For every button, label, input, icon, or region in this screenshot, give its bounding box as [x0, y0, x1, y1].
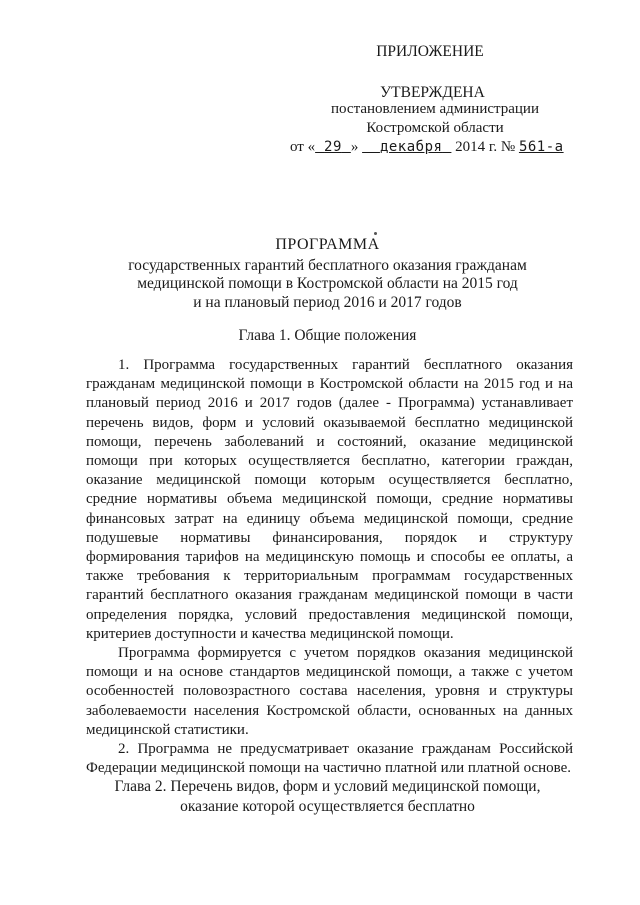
- region-line: Костромской области: [366, 120, 504, 136]
- date-month: декабря: [379, 139, 443, 155]
- program-title: [60, 236, 595, 312]
- program-title-line-1: государственных гарантий бесплатного оказания гражданам: [128, 256, 527, 274]
- chapter-2-heading-line-2: оказание которой осуществляется бесплатно: [180, 798, 475, 815]
- date-year: 2014 г. №: [455, 139, 516, 155]
- appendix-label: ПРИЛОЖЕНИЕ: [376, 43, 484, 60]
- resolution-number: 561-а: [518, 139, 564, 155]
- paragraph-1: 1. Программа государственных гарантий бесплатного оказания гражданам медицинской помощи в Костромской области на 2015 год и на плановый период 2016 и 2017 годов (далее - Программа) устанавливает перечень видов, форм и условий оказываемой бесплатно медицинской помощи, перечень заболеваний и состояний, оказание медицинской помощи при которых осуществляется бесплатно, категории граждан, оказание медицинской помощи которым осуществляется бесплатно, средние нормативы объема медицинской помощи, средние нормативы финансовых затрат на единицу объема медицинской помощи, средние подушевые нормативы финансирования, порядок и структуру формирования тарифов на медицинскую помощь и способы ее оплаты, а также требования к территориальным программам государственных гарантий бесплатного оказания гражданам медицинской помощи в части определения порядка, условий предоставления медицинской помощи, критериев доступности и качества медицинской помощи.: [86, 357, 573, 642]
- paragraph-2: Программа формируется с учетом порядков оказания медицинской помощи и на основе стандартов медицинской помощи, а также с учетом особенностей половозрастного состава населения, уровня и структуры заболеваемости населения Костромской области, основанных на данных медицинской статистики.: [86, 645, 573, 738]
- program-title-line-2: медицинской помощи в Костромской области на 2015 год: [137, 275, 518, 292]
- ink-dot: [374, 232, 377, 235]
- chapter-1-heading: Глава 1. Общие положения: [238, 327, 417, 344]
- date-prefix: от «: [290, 139, 316, 155]
- chapter-2-heading: [60, 777, 595, 817]
- program-heading: ПРОГРАММА: [275, 236, 380, 253]
- resolution-line: постановлением администрации: [331, 101, 539, 117]
- chapter-2-heading-line-1: Глава 2. Перечень видов, форм и условий медицинской помощи,: [114, 778, 541, 795]
- approved-label: УТВЕРЖДЕНА: [380, 84, 485, 101]
- resolution-date-line: [290, 138, 590, 157]
- program-title-line-3: и на плановый период 2016 и 2017 годов: [193, 293, 462, 311]
- chapter-1-body: [86, 356, 573, 778]
- date-day: 29: [324, 139, 342, 155]
- paragraph-3: 2. Программа не предусматривает оказание гражданам Российской Федерации медицинской помощи на частично платной или платной основе.: [86, 741, 573, 777]
- date-mid: »: [350, 139, 359, 155]
